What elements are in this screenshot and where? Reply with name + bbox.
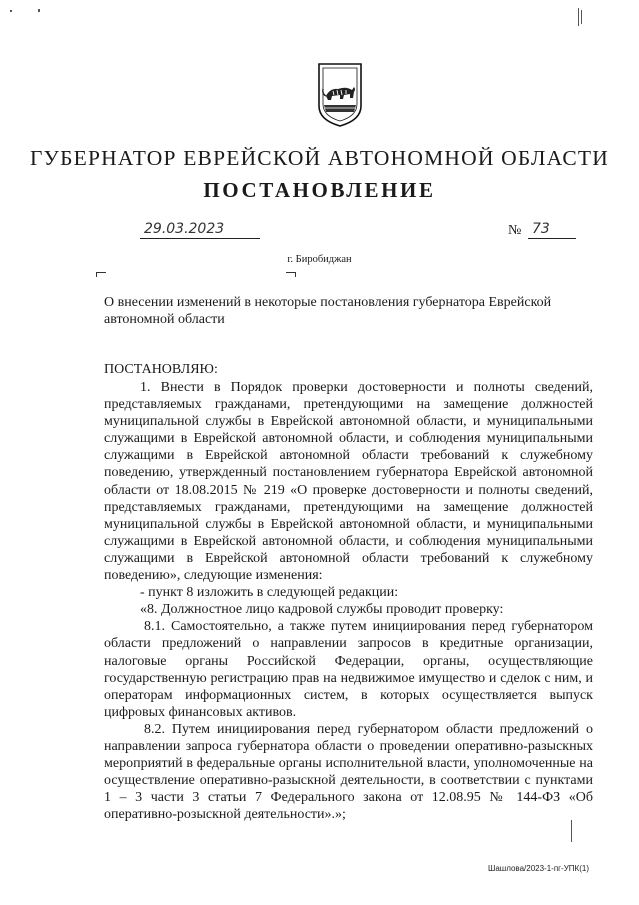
organization-title: ГУБЕРНАТОР ЕВРЕЙСКОЙ АВТОНОМНОЙ ОБЛАСТИ xyxy=(30,146,609,170)
coat-of-arms-emblem xyxy=(316,62,364,128)
subject-right-corner-mark xyxy=(286,272,296,277)
document-subject: О внесении изменений в некоторые постановления губернатора Еврейской автономной области xyxy=(104,295,552,327)
scan-mark-top-right-2 xyxy=(581,10,582,24)
paragraph-1: 1. Внести в Порядок проверки достоверности и полноты сведений, представляемых гражданами, претендующими на замещение должностей муниципальной службы в Еврейской автономной области, и муниципальными служащими в Еврейской автономной области, и соблюдения муниципальными служащими в Еврейской автономной области требований к служебному поведению, утвержденный постановлением губернатора Еврейской автономной области от 18.08.2015 № 219 «О проверке достоверности и полноты сведений, представляемых гражданами, претендующими на замещение должностей муниципальной службы в Еврейской автономной области, и муниципальными служащими в Еврейской автономной области, и соблюдения муниципальными служащими в Еврейской автономной области требований к служебному поведению», следующие изменения: xyxy=(104,380,593,584)
footer-document-code: Шашлова/2023-1-пг-УПК(1) xyxy=(488,864,589,873)
document-date: 29.03.2023 xyxy=(140,220,260,239)
scan-mark-right xyxy=(571,820,572,842)
paragraph-8-1: 8.1. Самостоятельно, а также путем инициирования перед губернатором области предложений о направлении запросов в кредитные организации, налоговые органы Российской Федерации, органы, осуществляющие государственную регистрацию прав на недвижимое имущество и сделок с ним, и операторам информационных систем, в которых осуществляется выпуск цифровых финансовых активов. xyxy=(104,619,593,720)
document-city: г. Биробиджан xyxy=(287,254,352,265)
paragraph-8: «8. Должностное лицо кадровой службы проводит проверку: xyxy=(140,602,504,618)
document-number-label: № xyxy=(508,223,522,238)
document-number: 73 xyxy=(528,220,576,239)
scan-mark-top-left xyxy=(10,10,12,12)
paragraph-8-2: 8.2. Путем инициирования перед губернатором области предложений о направлении запроса губернатора области о проведении оперативно-разыскных мероприятий в федеральные органы исполнительной власти, уполномоченные на осуществление оперативно-разыскной деятельности, в соответствии с пунктами 1 – 3 части 3 статьи 7 Федерального закона от 12.08.95 № 144-ФЗ «Об оперативно-розыскной деятельности».»; xyxy=(104,721,593,823)
paragraph-amendment-intro: - пункт 8 изложить в следующей редакции: xyxy=(140,585,399,601)
scan-mark-top-right xyxy=(578,8,579,26)
document-body xyxy=(104,379,593,823)
document-type-title: ПОСТАНОВЛЕНИЕ xyxy=(203,178,436,202)
scan-mark-top xyxy=(38,9,40,12)
decree-word: ПОСТАНОВЛЯЮ: xyxy=(104,362,218,377)
subject-left-corner-mark xyxy=(96,272,106,277)
